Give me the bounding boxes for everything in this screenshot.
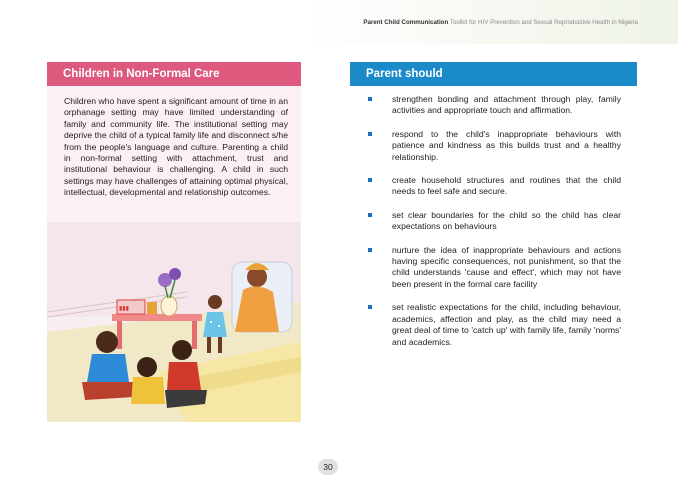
- list-item-text: set clear boundaries for the child so the child has clear expectations on behaviours: [392, 209, 621, 232]
- page-number: 30: [318, 459, 338, 475]
- svg-text:▮▮▮: ▮▮▮: [119, 306, 129, 312]
- list-item: [368, 210, 621, 233]
- parent-should-panel: [350, 62, 637, 422]
- non-formal-care-paragraph: Children who have spent a significant amount of time in an orphanage setting may have limited understanding of family and community life. The institutional setting may deprive the child of a typical family life and disconnect s/he from the people's language and culture. Parenting a child in non-formal setting with attachment, trust and institutional behaviour is challenging. A child in such settings may have challenges of attaining optimal physical, intellectual, developmental and relationship outcomes.: [64, 96, 288, 198]
- list-item: [368, 94, 621, 117]
- bullet-icon: [368, 213, 372, 217]
- list-item-text: strengthen bonding and attachment through play, family activities and appropriate touch and affirmation.: [392, 94, 621, 116]
- list-item: [368, 129, 621, 163]
- bullet-icon: [368, 97, 372, 101]
- parent-should-title: Parent should: [350, 62, 637, 86]
- list-item-text: create household structures and routines that the child needs to feel safe and secure.: [392, 175, 621, 197]
- list-item: [368, 302, 621, 348]
- bullet-icon: [368, 305, 372, 309]
- non-formal-care-panel: [47, 62, 301, 422]
- series-subtitle: Toolkit for HIV Prevention and Sexual Reproductive Health in Nigeria: [449, 19, 638, 26]
- list-item-text: nurture the idea of inappropriate behaviours and actions having specific consequences, not punishment, so that the child understands 'cause and effect', which may not have been present in the formal care facility: [392, 244, 621, 289]
- bullet-icon: [368, 248, 372, 252]
- list-item-text: set realistic expectations for the child, including behaviour, academics, affection and play, as the child may need a great deal of time to 'catch up' with family life, family 'norms' and academics.: [392, 302, 621, 347]
- children-playing-illustration: [47, 222, 301, 422]
- list-item-text: respond to the child's inappropriate behaviours with patience and kindness as this builds trust and a healthy relationship.: [392, 128, 621, 162]
- bullet-icon: [368, 132, 372, 136]
- series-title: Parent Child Communication: [363, 19, 449, 26]
- list-item: [368, 175, 621, 198]
- list-item: [368, 245, 621, 291]
- parent-should-list: [350, 86, 637, 348]
- non-formal-care-title: Children in Non-Formal Care: [47, 62, 301, 86]
- running-header: [363, 19, 638, 26]
- bullet-icon: [368, 178, 372, 182]
